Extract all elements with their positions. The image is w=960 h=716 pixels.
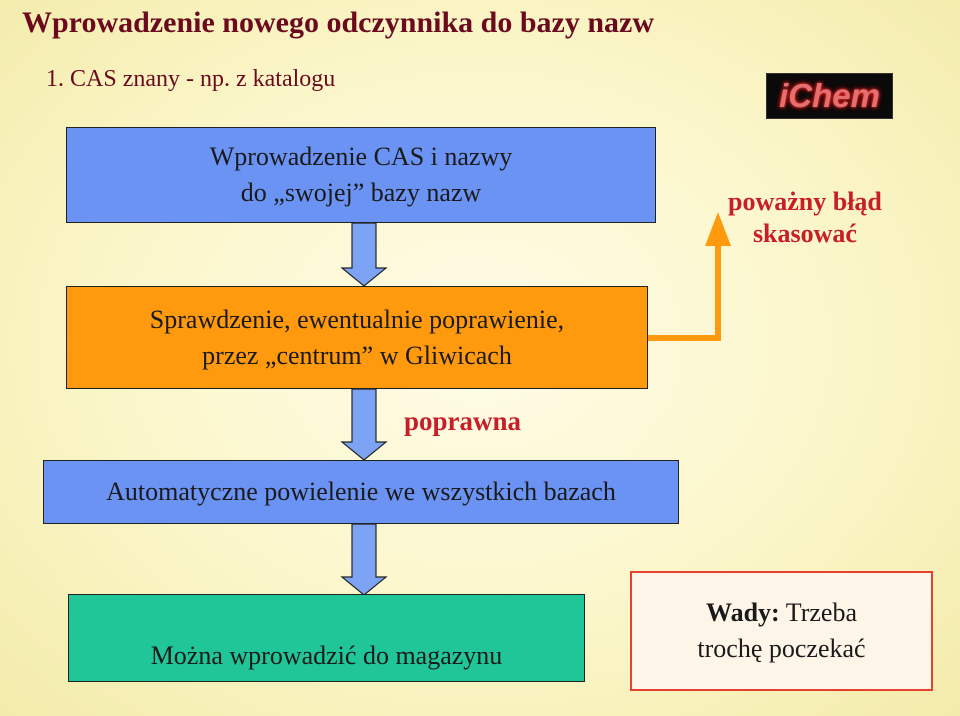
verify-line2: przez „centrum” w Gliwicach bbox=[202, 340, 512, 370]
arrow-down-1 bbox=[342, 223, 386, 286]
page-title: Wprowadzenie nowego odczynnika do bazy nazw bbox=[22, 6, 654, 39]
enter-cas-box bbox=[66, 127, 656, 223]
result-box bbox=[68, 594, 585, 682]
drawbacks-box bbox=[630, 571, 933, 691]
serious-error-line1: poważny błąd bbox=[728, 187, 882, 216]
verify-box bbox=[66, 286, 648, 389]
arrow-down-2 bbox=[342, 389, 386, 460]
drawbacks-line2: trochę poczekać bbox=[697, 634, 866, 663]
arrow-down-3 bbox=[342, 524, 386, 595]
enter-cas-line2: do „swojej” bazy nazw bbox=[240, 178, 482, 207]
replicate-box bbox=[43, 460, 679, 524]
result-line1: Można wprowadzić do magazynu bbox=[150, 641, 503, 670]
replicate-line1: Automatyczne powielenie we wszystkich bazach bbox=[106, 477, 616, 506]
error-connector-line bbox=[648, 244, 718, 338]
logo-text: iChem bbox=[779, 77, 880, 114]
drawbacks-line1 bbox=[706, 595, 857, 631]
serious-error-line2: skasować bbox=[752, 219, 857, 248]
drawbacks-label: Wady: bbox=[706, 598, 780, 627]
enter-cas-line1: Wprowadzenie CAS i nazwy bbox=[209, 142, 513, 171]
serious-error-label bbox=[728, 186, 882, 250]
drawbacks-text1: Trzeba bbox=[779, 598, 857, 627]
page-subtitle: 1. CAS znany - np. z katalogu bbox=[46, 66, 336, 92]
verify-line1: Sprawdzenie, ewentualnie poprawienie, bbox=[149, 304, 565, 334]
correct-label: poprawna bbox=[404, 406, 522, 436]
